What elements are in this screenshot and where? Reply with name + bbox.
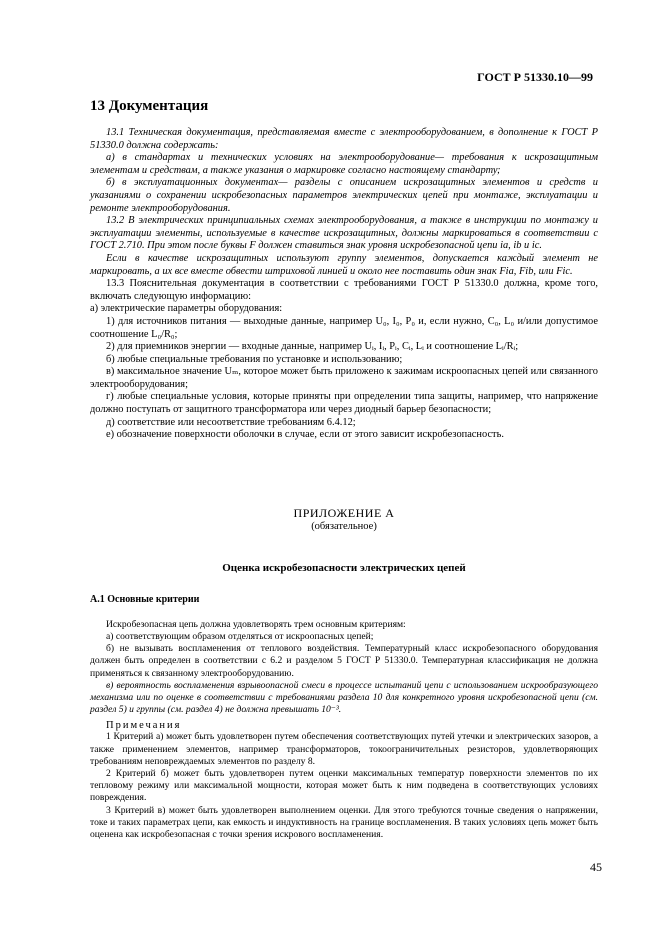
appendix-heading: Оценка искробезопасности электрических цепей <box>222 561 466 574</box>
appendix-title: ПРИЛОЖЕНИЕ А <box>293 505 395 520</box>
paragraph-13-1-b: б) в эксплуатационных документах— разделы с описанием искрозащитных элементов и средств и указаниями о сохранении искробезопасных параметров электрических цепей при монтаже, эксплуатации и ремонте электрооборудования. <box>90 177 598 214</box>
appendix-subtitle: (обязательное) <box>311 520 377 532</box>
paragraph-13-3: 13.3 Пояснительная документация в соответствии с требованиями ГОСТ Р 51330.0 должна, кроме того, включать следующую информацию: <box>90 278 598 302</box>
paragraph-13-1-a: а) в стандартах и технических условиях на электрооборудование— требования к искрозащитным элементам и средствам, а также указания о маркировке согласно настоящему стандарту; <box>90 152 598 176</box>
criterion-v: в) вероятность воспламенения взрывоопасной смеси в процессе испытаний цепи с использованием искрообразующего механизма или по оценке в соответствии с требованиями раздела 10 для конкретного уровня искробезопасной цепи (см. раздел 5) и группы (см. раздел 4) не должна превышать 10⁻³. <box>90 679 598 716</box>
subsection-heading: А.1 Основные критерии <box>90 593 200 605</box>
notes-title: Примечания <box>106 720 182 732</box>
list-item-e: е) обозначение поверхности оболочки в случае, если от этого зависит искробезопасность. <box>106 429 504 441</box>
paragraph-13-2-b: Если в качестве искрозащитных используют группу элементов, допускается каждый элемент не маркировать, а их все вместе обвести штриховой линией и около нее поставить один знак Fia, Fib, или Fic. <box>90 252 598 277</box>
paragraph-13-1: 13.1 Техническая документация, представляемая вместе с электрооборудованием, в дополнение к ГОСТ Р 51330.0 должна содержать: <box>90 127 598 151</box>
list-item-v: в) максимальное значение Uₘ, которое может быть приложено к зажимам искроопасных цепей или связанного электрооборудования; <box>90 366 598 390</box>
note-2: 2 Критерий б) может быть удовлетворен путем оценки максимальных температур поверхности элементов по их тепловому режиму или максимальной мощности, которая может быть к ним подведена в соответствующих условиях повреждения. <box>90 768 598 804</box>
list-item-a2: 2) для приемников энергии — входные данные, например Uᵢ, Iᵢ, Pᵢ, Cᵢ, Lᵢ и соотношение Lᵢ/Rᵢ; <box>106 341 519 353</box>
criterion-b: б) не вызывать воспламенения от теплового воздействия. Температурный класс искробезопасного оборудования должен быть определен в соответствии с 6.2 и разделом 5 ГОСТ Р 51330.0. Температурная классификация не должна применяться к связанному электрооборудованию. <box>90 643 598 679</box>
list-item-a: а) электрические параметры оборудования: <box>90 303 283 315</box>
page-number: 45 <box>590 860 602 874</box>
page-content <box>90 98 598 841</box>
note-3: 3 Критерий в) может быть удовлетворен выполнением оценки. Для этого требуются точные сведения о напряжении, токе и таких параметрах цепи, как емкость и индуктивность на границе воспламенения. В таких условиях цепь может быть оценена как искробезопасная с точки зрения искрового воспламенения. <box>90 804 598 841</box>
criterion-a: а) соответствующим образом отделяться от искроопасных цепей; <box>106 631 374 643</box>
list-item-d: д) соответствие или несоответствие требованиям 6.4.12; <box>106 416 356 428</box>
list-item-a1: 1) для источников питания — выходные данные, например U₀, I₀, P₀ и, если нужно, C₀, L₀ и/или допустимое соотношение L₀/R₀; <box>90 315 598 340</box>
note-1: 1 Критерий а) может быть удовлетворен путем обеспечения соответствующих путей утечки и электрических зазоров, а также применением элементов, например трансформаторов, токоограничительных резисторов, удовлетворяющих требованиям неповреждаемых элементов по разделу 8. <box>90 731 598 767</box>
document-code: ГОСТ Р 51330.10—99 <box>477 70 593 84</box>
section-title: 13 Документация <box>90 98 209 114</box>
list-item-b: б) любые специальные требования по установке и использованию; <box>106 353 403 365</box>
paragraph-13-2: 13.2 В электрических принципиальных схемах электрооборудования, а также в инструкции по монтажу и эксплуатации элементы, используемые в качестве искрозащитных, должны маркироваться в соответствии с ГОСТ 2.710. При этом после буквы F должен ставиться знак уровня искробезопасной цепи ia, ib и ic. <box>90 215 598 252</box>
criteria-intro: Искробезопасная цепь должна удовлетворять трем основным критериям: <box>106 618 406 630</box>
list-item-g: г) любые специальные условия, которые приняты при определении типа защиты, например, что напряжение должно поступать от защитного трансформатора или через диодный барьер безопасности; <box>90 391 598 416</box>
